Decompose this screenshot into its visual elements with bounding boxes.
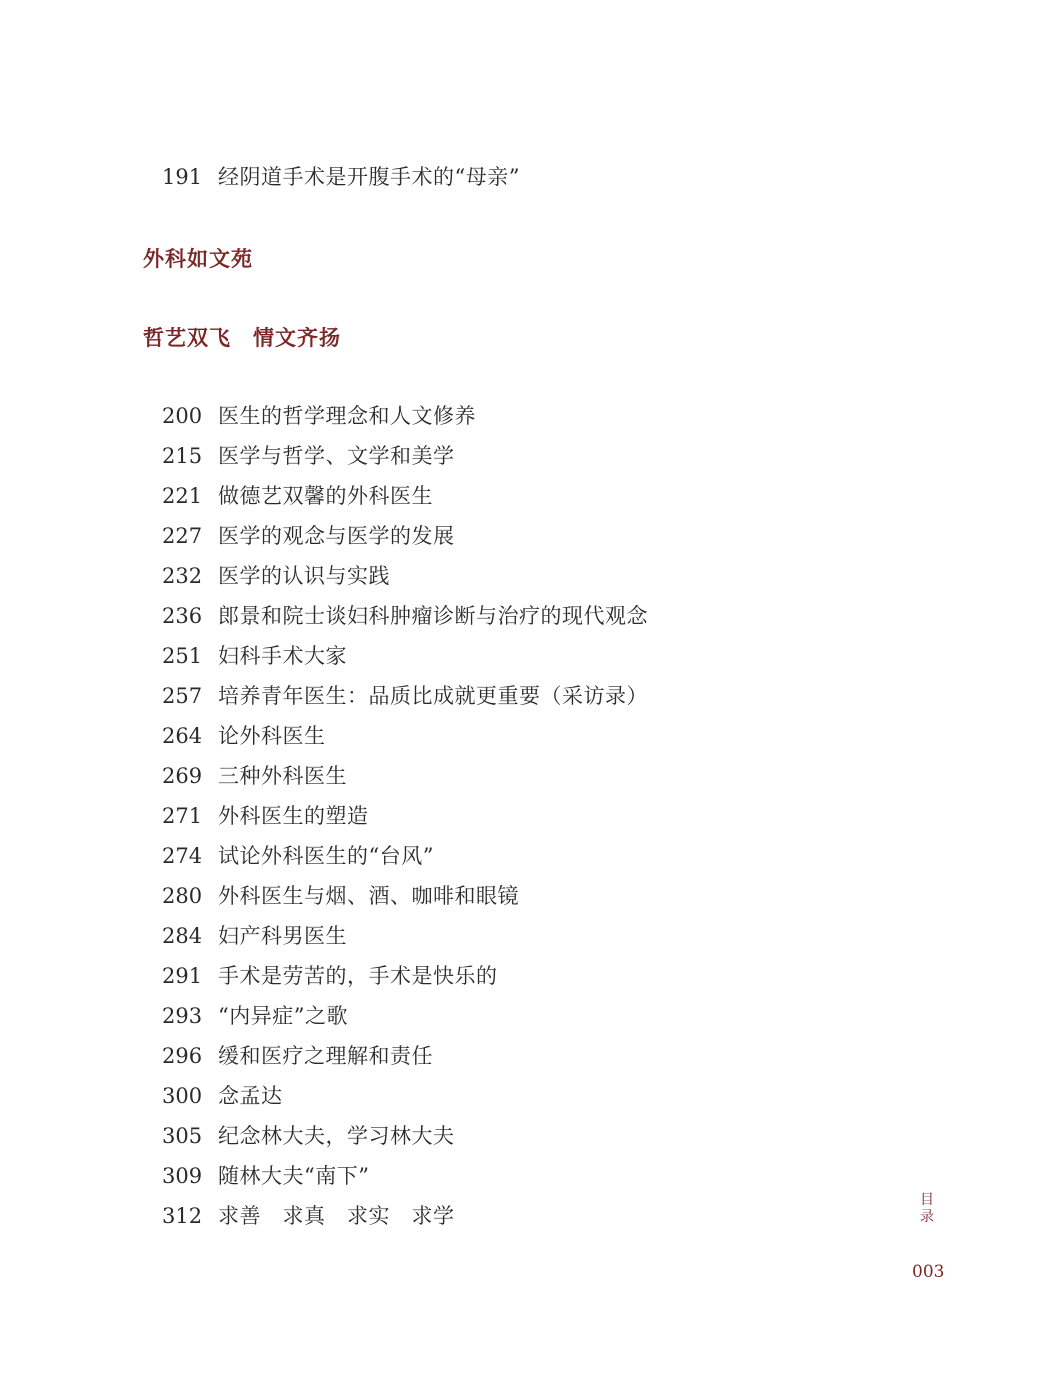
toc-page-number: 269 xyxy=(162,764,203,788)
toc-entry-title: 念孟达 xyxy=(218,1084,283,1108)
toc-entry-title: 妇产科男医生 xyxy=(218,924,347,948)
toc-page-number: 200 xyxy=(162,404,203,428)
toc-entry-title: 郎景和院士谈妇科肿瘤诊断与治疗的现代观念 xyxy=(218,604,648,628)
toc-entry-title: 医学的认识与实践 xyxy=(218,564,390,588)
toc-entry-title: 随林大夫“南下” xyxy=(218,1164,370,1188)
toc-entry-title: 纪念林大夫，学习林大夫 xyxy=(218,1124,455,1148)
toc-entry xyxy=(162,401,476,431)
toc-page-number: 191 xyxy=(162,165,203,189)
toc-entry-title: 外科医生与烟、酒、咖啡和眼镜 xyxy=(218,884,519,908)
toc-page-number: 291 xyxy=(162,964,203,988)
toc-page-number: 257 xyxy=(162,684,203,708)
toc-entry-title: 医学的观念与医学的发展 xyxy=(218,524,455,548)
toc-entry xyxy=(162,162,520,192)
toc-entry-title: 三种外科医生 xyxy=(218,764,347,788)
toc-entry-title: 求善 求真 求实 求学 xyxy=(218,1204,455,1228)
side-label-char: 录 xyxy=(920,1209,934,1225)
page-number: 003 xyxy=(912,1262,945,1282)
toc-entry xyxy=(162,921,347,951)
toc-page-number: 215 xyxy=(162,444,203,468)
toc-entry xyxy=(162,1161,369,1191)
toc-page-number: 274 xyxy=(162,844,203,868)
toc-page-number: 271 xyxy=(162,804,203,828)
toc-entry-title: 医生的哲学理念和人文修养 xyxy=(218,404,476,428)
toc-entry-title: 经阴道手术是开腹手术的“母亲” xyxy=(218,165,520,189)
toc-entry xyxy=(162,881,519,911)
toc-entry-title: 培养青年医生：品质比成就更重要（采访录） xyxy=(218,684,648,708)
toc-entry xyxy=(162,641,347,671)
toc-entry xyxy=(162,1041,433,1071)
toc-entry xyxy=(162,1121,455,1151)
toc-side-label xyxy=(918,1192,936,1226)
toc-page-number: 309 xyxy=(162,1164,203,1188)
section-heading: 外科如文苑 xyxy=(143,247,253,271)
toc-page-number: 236 xyxy=(162,604,203,628)
toc-entry xyxy=(162,1081,283,1111)
toc-page-number: 293 xyxy=(162,1004,203,1028)
toc-page-number: 221 xyxy=(162,484,203,508)
toc-entry-title: “内异症”之歌 xyxy=(218,1004,348,1028)
toc-entry xyxy=(162,801,369,831)
toc-entry-title: 试论外科医生的“台风” xyxy=(218,844,434,868)
toc-entry-title: 外科医生的塑造 xyxy=(218,804,369,828)
toc-entry xyxy=(162,721,326,751)
toc-entry-title: 手术是劳苦的，手术是快乐的 xyxy=(218,964,498,988)
toc-entry-title: 妇科手术大家 xyxy=(218,644,347,668)
toc-page-number: 300 xyxy=(162,1084,203,1108)
toc-page-number: 264 xyxy=(162,724,203,748)
toc-page-number: 296 xyxy=(162,1044,203,1068)
side-label-char: 目 xyxy=(920,1192,934,1208)
toc-entry xyxy=(162,841,434,871)
toc-page-number: 284 xyxy=(162,924,203,948)
toc-entry-title: 缓和医疗之理解和责任 xyxy=(218,1044,433,1068)
toc-entry xyxy=(162,1001,348,1031)
toc-entry-title: 做德艺双馨的外科医生 xyxy=(218,484,433,508)
toc-entry xyxy=(162,761,347,791)
toc-entry-title: 论外科医生 xyxy=(218,724,326,748)
toc-entry xyxy=(162,481,433,511)
toc-entry xyxy=(162,521,455,551)
toc-entry xyxy=(162,441,455,471)
toc-page-number: 305 xyxy=(162,1124,203,1148)
toc-page-number: 232 xyxy=(162,564,203,588)
toc-entry xyxy=(162,561,390,591)
toc-page-number: 227 xyxy=(162,524,203,548)
toc-page-number: 251 xyxy=(162,644,203,668)
subsection-heading: 哲艺双飞 情文齐扬 xyxy=(143,326,341,350)
toc-entry xyxy=(162,681,648,711)
toc-entry-title: 医学与哲学、文学和美学 xyxy=(218,444,455,468)
toc-entry xyxy=(162,601,648,631)
toc-entry xyxy=(162,961,498,991)
toc-page-number: 280 xyxy=(162,884,203,908)
toc-page-number: 312 xyxy=(162,1204,203,1228)
toc-entry xyxy=(162,1201,455,1231)
